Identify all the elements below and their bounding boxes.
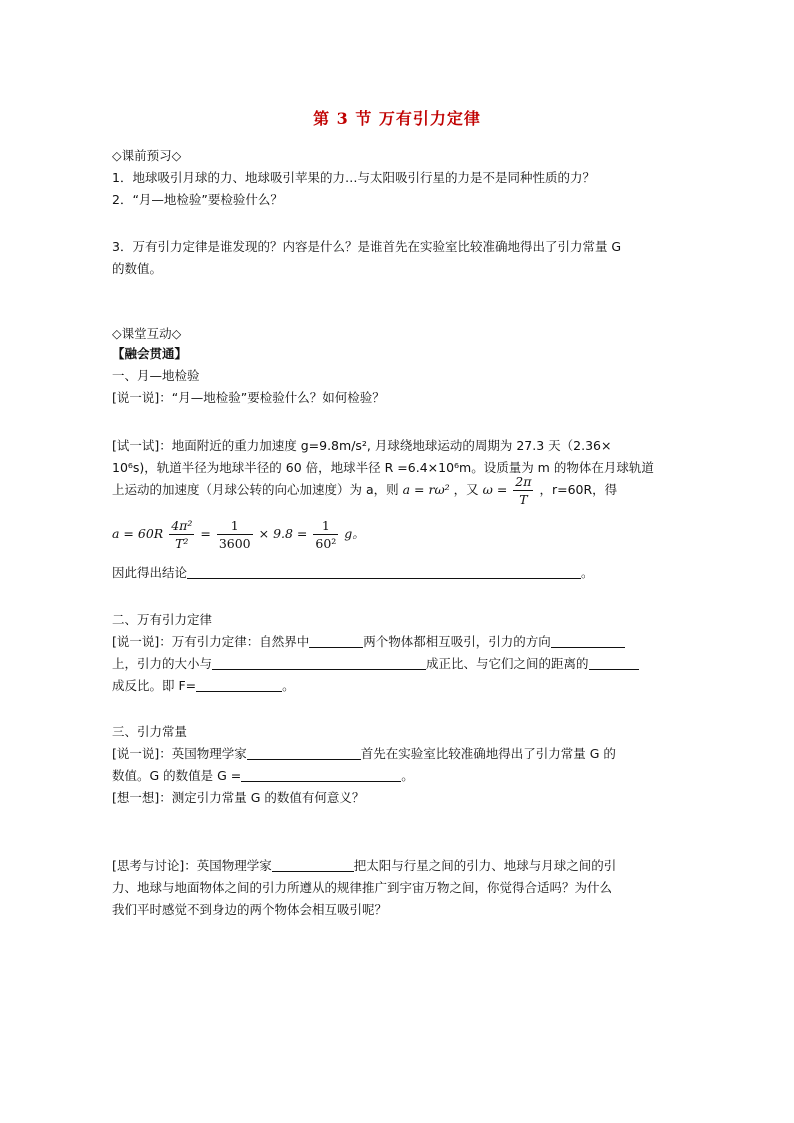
conclusion-blank[interactable] xyxy=(187,564,581,579)
section-1-try-line-3 xyxy=(112,472,617,508)
discuss-blank-scientist[interactable] xyxy=(272,857,354,872)
section-3-discuss-line-2: 力、地球与地面物体之间的引力所遵从的规律推广到宇宙万物之间，你觉得合适吗？为什么 xyxy=(112,880,613,895)
preview-question-3-line-1: 3．万有引力定律是谁发现的？内容是什么？是谁首先在实验室比较准确地得出了引力常量 G xyxy=(112,239,622,254)
sec3-line2-text-b: 。 xyxy=(401,768,414,783)
eq2-fraction-1 xyxy=(169,517,194,552)
eq2-f2-num: 1 xyxy=(217,517,253,535)
omega-numerator: 2π xyxy=(515,474,532,489)
conclusion-label: 因此得出结论 xyxy=(112,565,188,580)
try-line-3-text-c: ，r=60R，得 xyxy=(539,482,618,497)
sec3-blank-g-value[interactable] xyxy=(241,767,401,782)
section-2-line-2 xyxy=(112,654,639,674)
sec2-line3-text-b: 。 xyxy=(282,678,295,693)
sec3-line1-text-b: 首先在实验室比较准确地得出了引力常量 G 的 xyxy=(360,746,616,761)
conclusion-end: 。 xyxy=(581,565,594,580)
section-1-title: 一、月—地检验 xyxy=(112,368,200,383)
section-2-line-3 xyxy=(112,676,295,696)
section-3-discuss-line-3: 我们平时感觉不到身边的两个物体会相互吸引呢？ xyxy=(112,902,388,917)
sec2-blank-formula[interactable] xyxy=(196,677,282,692)
page-title: 第 3 节 万有引力定律 xyxy=(313,109,481,128)
eq2-middle: × 9.8 = xyxy=(258,526,308,541)
equation-omega-lhs: ω = xyxy=(482,482,508,497)
eq2-tail: g。 xyxy=(344,526,365,541)
eq2-fraction-3 xyxy=(313,517,338,552)
eq2-f1-den: T² xyxy=(175,536,189,551)
section-3-line-2 xyxy=(112,766,414,786)
preview-question-2: 2．“月—地检验”要检验什么？ xyxy=(112,192,283,207)
section-1-equation-2 xyxy=(112,514,365,554)
section-3-title: 三、引力常量 xyxy=(112,724,188,739)
preview-header: ◇课前预习◇ xyxy=(112,148,182,163)
section-3-think: [想一想]：测定引力常量 G 的数值有何意义？ xyxy=(112,790,365,805)
preview-question-3-line-2: 的数值。 xyxy=(112,261,163,276)
eq2-f1-num: 4π² xyxy=(171,518,193,533)
sec2-blank-direction[interactable] xyxy=(551,633,625,648)
sec2-blank-magnitude[interactable] xyxy=(212,655,426,670)
discuss-text-b: 把太阳与行星之间的引力、地球与月球之间的引 xyxy=(353,858,617,873)
section-1-try-line-1: [试一试]：地面附近的重力加速度 g=9.8m/s², 月球绕地球运动的周期为 27.3 天（2.36× xyxy=(112,438,612,453)
try-line-3-text-b: ，又 xyxy=(453,482,479,497)
section-1-try-line-2: 10⁶s)，轨道半径为地球半径的 60 倍，地球半径 R =6.4×10⁶m。设质量为 m 的物体在月球轨道 xyxy=(112,460,654,475)
section-2-line-1 xyxy=(112,632,625,652)
section-1-conclusion xyxy=(112,563,594,583)
sec3-line2-text-a: 数值。G 的数值是 G = xyxy=(112,768,242,783)
eq2-fraction-2 xyxy=(217,517,253,552)
sec3-blank-scientist[interactable] xyxy=(247,745,361,760)
section-2-title: 二、万有引力定律 xyxy=(112,612,213,627)
sec2-line1-text-b: 两个物体都相互吸引，引力的方向 xyxy=(363,634,551,649)
sec2-blank-scope[interactable] xyxy=(309,633,363,648)
section-1-say: [说一说]：“月—地检验”要检验什么？如何检验？ xyxy=(112,390,385,405)
omega-fraction xyxy=(513,473,533,508)
eq2-lhs: a = 60R xyxy=(112,526,164,541)
eq2-f3-num: 1 xyxy=(313,517,338,535)
sec2-line1-text-a: [说一说]：万有引力定律：自然界中 xyxy=(112,634,310,649)
eq2-f3-den: 60² xyxy=(315,536,337,551)
eq2-equals: = xyxy=(200,526,211,541)
preview-question-1: 1．地球吸引月球的力、地球吸引苹果的力…与太阳吸引行星的力是不是同种性质的力？ xyxy=(112,170,595,185)
classroom-header: ◇课堂互动◇ xyxy=(112,326,182,341)
discuss-text-a: [思考与讨论]：英国物理学家 xyxy=(112,858,272,873)
classroom-subheader: 【融会贯通】 xyxy=(112,346,188,361)
omega-denominator: T xyxy=(519,492,528,507)
sec2-line2-text-b: 成正比、与它们之间的距离的 xyxy=(426,656,589,671)
equation-centripetal: a = rω² xyxy=(402,482,450,497)
sec3-line1-text-a: [说一说]：英国物理学家 xyxy=(112,746,247,761)
sec2-blank-distance[interactable] xyxy=(589,655,639,670)
eq2-f2-den: 3600 xyxy=(218,536,251,551)
sec2-line3-text-a: 成反比。即 F= xyxy=(112,678,197,693)
section-3-line-1 xyxy=(112,744,616,764)
sec2-line2-text-a: 上，引力的大小与 xyxy=(112,656,213,671)
section-3-discuss-line-1 xyxy=(112,856,616,876)
try-line-3-text-a: 上运动的加速度（月球公转的向心加速度）为 a，则 xyxy=(112,482,399,497)
